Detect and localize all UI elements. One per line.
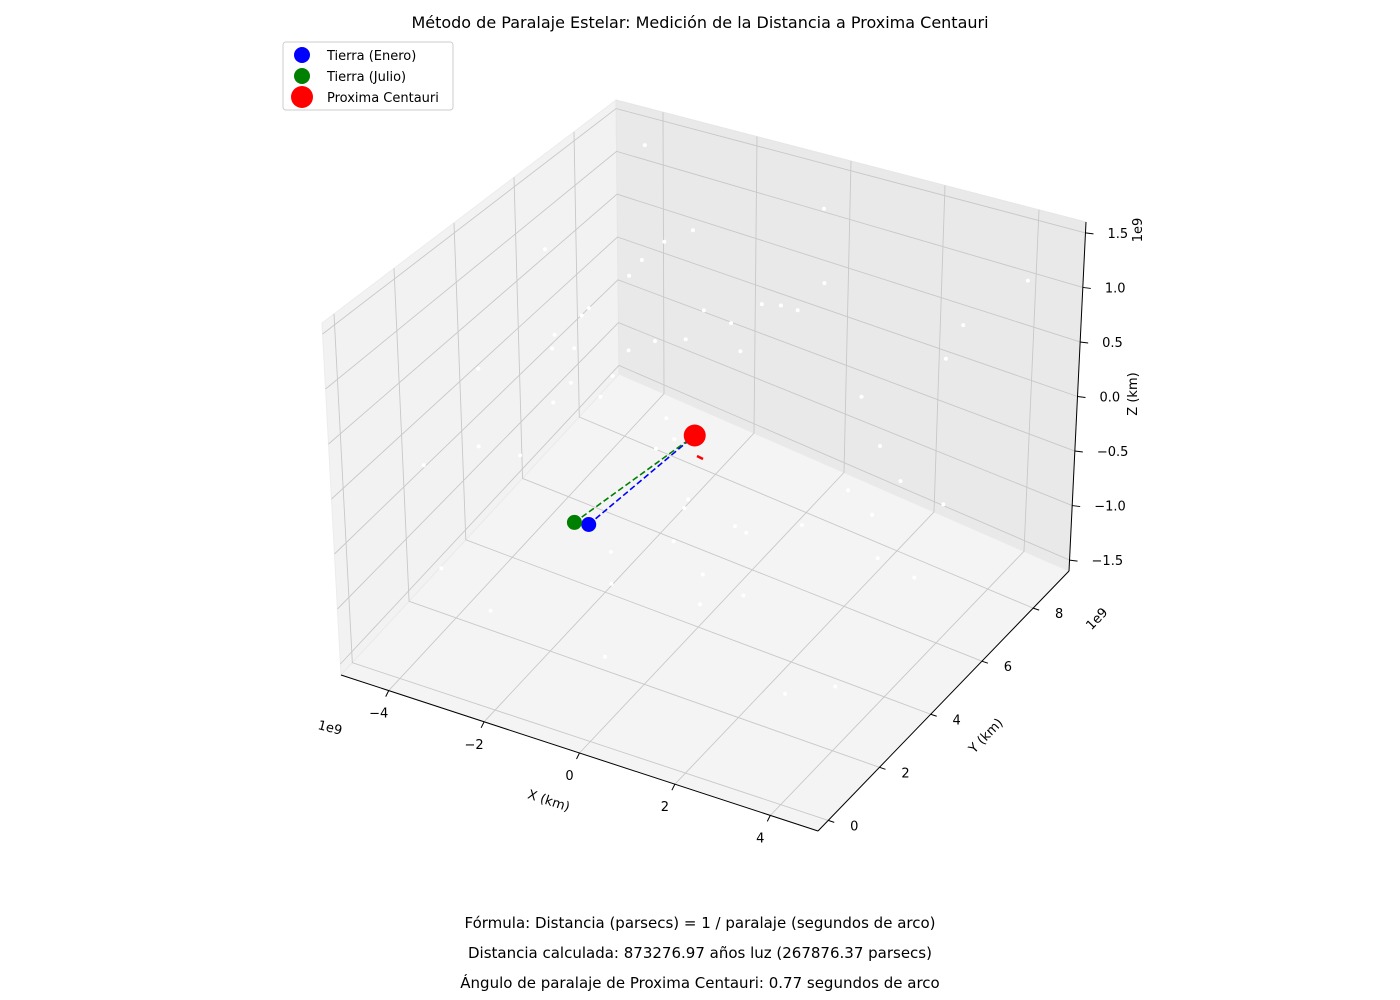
background-star <box>783 692 787 696</box>
background-star <box>422 463 426 467</box>
background-star <box>664 416 668 420</box>
background-star <box>682 506 686 510</box>
background-star <box>627 274 631 278</box>
background-star <box>643 143 647 147</box>
background-star <box>569 381 573 385</box>
background-star <box>941 502 945 506</box>
x-tick-mark <box>481 722 484 728</box>
background-star <box>550 347 554 351</box>
background-star <box>686 497 690 501</box>
background-star <box>603 655 607 659</box>
background-star <box>833 685 837 689</box>
background-star <box>609 550 613 554</box>
background-star <box>1026 279 1030 283</box>
z-tick-mark <box>1070 560 1078 561</box>
background-star <box>572 346 576 350</box>
background-star <box>733 524 737 528</box>
x-tick-label: −2 <box>464 737 484 753</box>
z-offset-label: 1e9 <box>1131 217 1146 243</box>
background-star <box>741 594 745 598</box>
background-star <box>653 339 657 343</box>
background-star <box>698 602 702 606</box>
background-star <box>489 609 493 613</box>
z-tick-mark <box>1072 506 1080 507</box>
background-star <box>701 572 705 576</box>
background-star <box>609 582 613 586</box>
x-axis-label: X (km) <box>525 787 572 816</box>
z-tick-label: −1.5 <box>1091 554 1124 570</box>
x-tick-mark <box>386 691 389 697</box>
background-star <box>878 444 882 448</box>
point-tierra-julio- <box>567 515 582 530</box>
legend-label-julio: Tierra (Julio) <box>327 70 407 85</box>
x-offset-label: 1e9 <box>316 718 344 739</box>
z-tick-label: 0.0 <box>1099 390 1121 406</box>
background-star <box>760 302 764 306</box>
background-star <box>477 444 481 448</box>
y-tick-mark <box>879 767 885 769</box>
background-star <box>822 207 826 211</box>
y-tick-label: 8 <box>1055 607 1064 623</box>
background-star <box>654 447 658 451</box>
background-star <box>580 314 584 318</box>
distance-text: Distancia calculada: 873276.97 años luz (267876.37 parsecs) <box>468 944 932 962</box>
background-star <box>662 240 666 244</box>
parallax-angle-text: Ángulo de paralaje de Proxima Centauri: 0.77 segundos de arco <box>460 974 940 992</box>
z-tick-mark <box>1085 233 1093 234</box>
z-tick-mark <box>1078 397 1086 398</box>
z-tick-label: 0.5 <box>1102 335 1123 351</box>
y-tick-label: 6 <box>1003 660 1013 676</box>
x-tick-mark <box>767 815 770 821</box>
background-star <box>587 306 591 310</box>
legend-marker-julio <box>294 68 310 84</box>
z-tick-mark <box>1083 287 1091 288</box>
background-star <box>611 374 615 378</box>
background-star <box>860 395 864 399</box>
y-tick-label: 2 <box>901 766 910 782</box>
z-tick-label: 1.0 <box>1104 281 1126 297</box>
background-star <box>439 566 443 570</box>
x-tick-label: −4 <box>369 706 389 722</box>
background-star <box>944 357 948 361</box>
background-star <box>640 258 644 262</box>
background-star <box>518 453 522 457</box>
z-tick-label: 1.5 <box>1107 226 1129 242</box>
y-offset-label: 1e9 <box>1083 605 1112 634</box>
background-star <box>912 576 916 580</box>
z-axis-label: Z (km) <box>1126 372 1141 416</box>
legend <box>283 42 453 110</box>
y-axis-label: Y (km) <box>966 715 1007 757</box>
background-star <box>672 437 676 441</box>
x-tick-label: 4 <box>756 831 765 847</box>
formula-text: Fórmula: Distancia (parsecs) = 1 / paralaje (segundos de arco) <box>464 914 936 932</box>
z-tick-mark <box>1075 451 1083 452</box>
legend-label-enero: Tierra (Enero) <box>327 49 417 64</box>
background-star <box>870 513 874 517</box>
background-star <box>961 323 965 327</box>
y-tick-mark <box>828 820 834 822</box>
legend-marker-proxima <box>291 86 313 108</box>
background-star <box>599 395 603 399</box>
background-star <box>899 479 903 483</box>
background-star <box>691 228 695 232</box>
background-star <box>729 321 733 325</box>
background-star <box>822 281 826 285</box>
z-tick-mark <box>1080 342 1088 343</box>
background-star <box>476 367 480 371</box>
background-star <box>796 308 800 312</box>
x-tick-mark <box>577 753 580 759</box>
y-tick-label: 0 <box>850 819 859 835</box>
background-star <box>702 308 706 312</box>
background-star <box>800 523 804 527</box>
x-tick-label: 0 <box>565 769 574 784</box>
y-tick-label: 4 <box>952 713 961 729</box>
background-star <box>779 304 783 308</box>
background-star <box>627 348 631 352</box>
legend-marker-enero <box>294 47 310 63</box>
x-tick-label: 2 <box>660 800 670 816</box>
point-tierra-enero- <box>581 517 596 532</box>
x-tick-mark <box>672 784 675 790</box>
y-tick-mark <box>1033 608 1039 610</box>
background-star <box>738 349 742 353</box>
background-star <box>543 247 547 251</box>
y-tick-mark <box>931 714 937 716</box>
background-star <box>672 539 676 543</box>
y-tick-mark <box>982 661 988 663</box>
background-star <box>744 531 748 535</box>
background-star <box>876 556 880 560</box>
z-tick-label: −1.0 <box>1094 499 1126 515</box>
background-star <box>846 488 850 492</box>
legend-label-proxima: Proxima Centauri <box>327 91 439 106</box>
chart-title: Método de Paralaje Estelar: Medición de la Distancia a Proxima Centauri <box>411 13 989 32</box>
background-star <box>551 401 555 405</box>
z-tick-label: −0.5 <box>1096 445 1129 461</box>
background-star <box>684 337 688 341</box>
point-proxima-centauri <box>684 424 706 446</box>
background-star <box>553 333 557 337</box>
